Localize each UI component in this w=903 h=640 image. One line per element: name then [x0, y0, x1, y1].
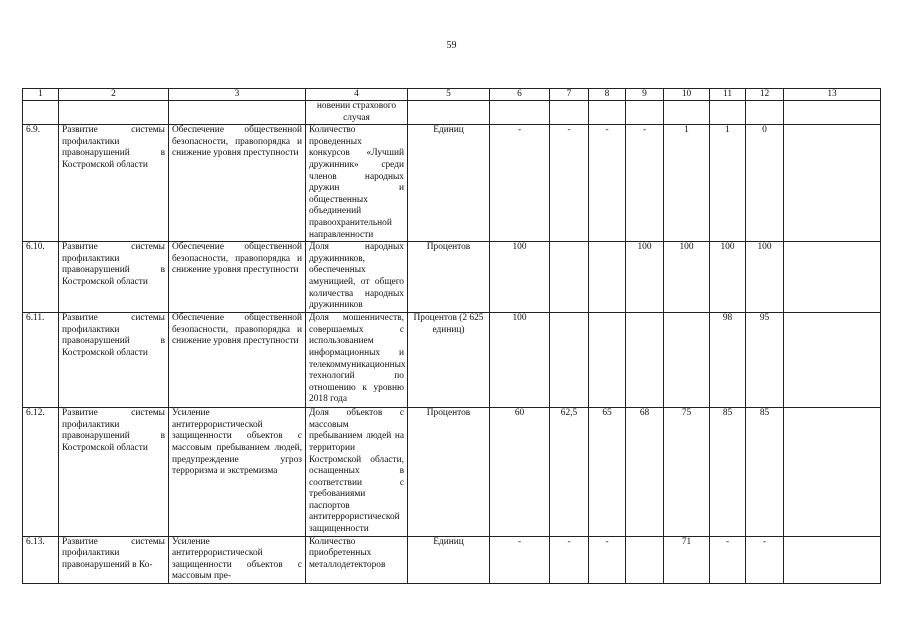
unit-cell: Процентов — [408, 242, 490, 313]
header-cell: 5 — [408, 89, 490, 101]
value-cell — [784, 242, 881, 313]
value-cell: 1 — [710, 125, 746, 242]
indicator-cell: Количество приобретенных металлодетекторов — [306, 536, 408, 583]
unit-cell: Единиц — [408, 536, 490, 583]
page-number: 59 — [446, 40, 457, 51]
program-cell: Развитие системы профилактики правонарушений в Костромской области — [59, 125, 169, 242]
unit-cell: Единиц — [408, 125, 490, 242]
value-cell: 85 — [710, 408, 746, 537]
header-cell: 2 — [59, 89, 169, 101]
table-row — [23, 313, 881, 408]
value-cell — [784, 408, 881, 537]
column-number-header — [23, 89, 881, 101]
value-cell — [589, 242, 626, 313]
value-cell: - — [490, 536, 550, 583]
program-cell: Развитие системы профилактики правонарушений в Костромской области — [59, 242, 169, 313]
task-cell: Обеспечение общественной безопасности, правопорядка и снижение уровня преступности — [169, 313, 306, 408]
value-cell: - — [626, 125, 664, 242]
indicators-table — [22, 88, 881, 584]
table-row — [23, 536, 881, 583]
value-cell: 68 — [626, 408, 664, 537]
value-cell: 100 — [490, 242, 550, 313]
unit-cell: Процентов (2 625 единиц) — [408, 313, 490, 408]
header-cell: 10 — [664, 89, 710, 101]
indicator-cell: новении страхового случая — [306, 101, 408, 125]
header-cell: 4 — [306, 89, 408, 101]
header-cell: 3 — [169, 89, 306, 101]
indicator-cell: Доля объектов с массовым пребыванием людей на территории Костромской области, оснащенных в соответствии с требованиями паспортов антитеррористической защищенности — [306, 408, 408, 537]
value-cell: 71 — [664, 536, 710, 583]
value-cell: 95 — [746, 313, 784, 408]
table-row — [23, 408, 881, 537]
task-cell: Усиление антитеррористической защищенности объектов с массовым пребыванием людей, предупреждение угроз терроризма и экстремизма — [169, 408, 306, 537]
row-number: 6.9. — [23, 125, 59, 242]
value-cell: 85 — [746, 408, 784, 537]
value-cell: - — [490, 125, 550, 242]
header-cell: 1 — [23, 89, 59, 101]
value-cell — [784, 313, 881, 408]
value-cell: 0 — [746, 125, 784, 242]
header-cell: 13 — [784, 89, 881, 101]
value-cell: - — [710, 536, 746, 583]
task-cell: Усиление антитеррористической защищенности объектов с массовым пре- — [169, 536, 306, 583]
value-cell: 100 — [664, 242, 710, 313]
value-cell — [589, 313, 626, 408]
header-cell: 6 — [490, 89, 550, 101]
value-cell — [626, 536, 664, 583]
table-row — [23, 125, 881, 242]
task-cell: Обеспечение общественной безопасности, правопорядка и снижение уровня преступности — [169, 125, 306, 242]
value-cell: 65 — [589, 408, 626, 537]
program-cell: Развитие системы профилактики правонарушений в Костромской области — [59, 408, 169, 537]
row-number: 6.10. — [23, 242, 59, 313]
unit-cell: Процентов — [408, 408, 490, 537]
row-number: 6.12. — [23, 408, 59, 537]
value-cell — [784, 125, 881, 242]
value-cell — [626, 313, 664, 408]
task-cell: Обеспечение общественной безопасности, правопорядка и снижение уровня преступности — [169, 242, 306, 313]
program-cell: Развитие системы профилактики правонарушений в Костромской области — [59, 313, 169, 408]
value-cell: 100 — [710, 242, 746, 313]
header-cell: 7 — [550, 89, 589, 101]
value-cell: - — [550, 125, 589, 242]
value-cell: - — [550, 536, 589, 583]
value-cell: 100 — [746, 242, 784, 313]
value-cell — [664, 313, 710, 408]
value-cell: 62,5 — [550, 408, 589, 537]
value-cell: 1 — [664, 125, 710, 242]
header-cell: 9 — [626, 89, 664, 101]
value-cell: - — [746, 536, 784, 583]
value-cell — [550, 242, 589, 313]
indicator-cell: Доля народных дружинников, обеспеченных амуницией, от общего количества народных дружинников — [306, 242, 408, 313]
value-cell: 60 — [490, 408, 550, 537]
table-row — [23, 242, 881, 313]
value-cell — [784, 536, 881, 583]
header-cell: 12 — [746, 89, 784, 101]
header-cell: 11 — [710, 89, 746, 101]
program-cell: Развитие системы профилактики правонарушений в Ко- — [59, 536, 169, 583]
value-cell — [550, 313, 589, 408]
table-row-continuation — [23, 101, 881, 125]
row-number: 6.11. — [23, 313, 59, 408]
value-cell: 100 — [490, 313, 550, 408]
header-cell: 8 — [589, 89, 626, 101]
indicator-cell: Количество проведенных конкурсов «Лучший дружинник» среди членов народных дружин и общественных объединений правоохранительной направленности — [306, 125, 408, 242]
value-cell: - — [589, 125, 626, 242]
indicator-cell: Доля мошенничеств, совершаемых с использованием информационных и телекоммуникационных технологий по отношению к уровню 2018 года — [306, 313, 408, 408]
value-cell: 100 — [626, 242, 664, 313]
row-number: 6.13. — [23, 536, 59, 583]
value-cell: 98 — [710, 313, 746, 408]
value-cell: 75 — [664, 408, 710, 537]
value-cell: - — [589, 536, 626, 583]
